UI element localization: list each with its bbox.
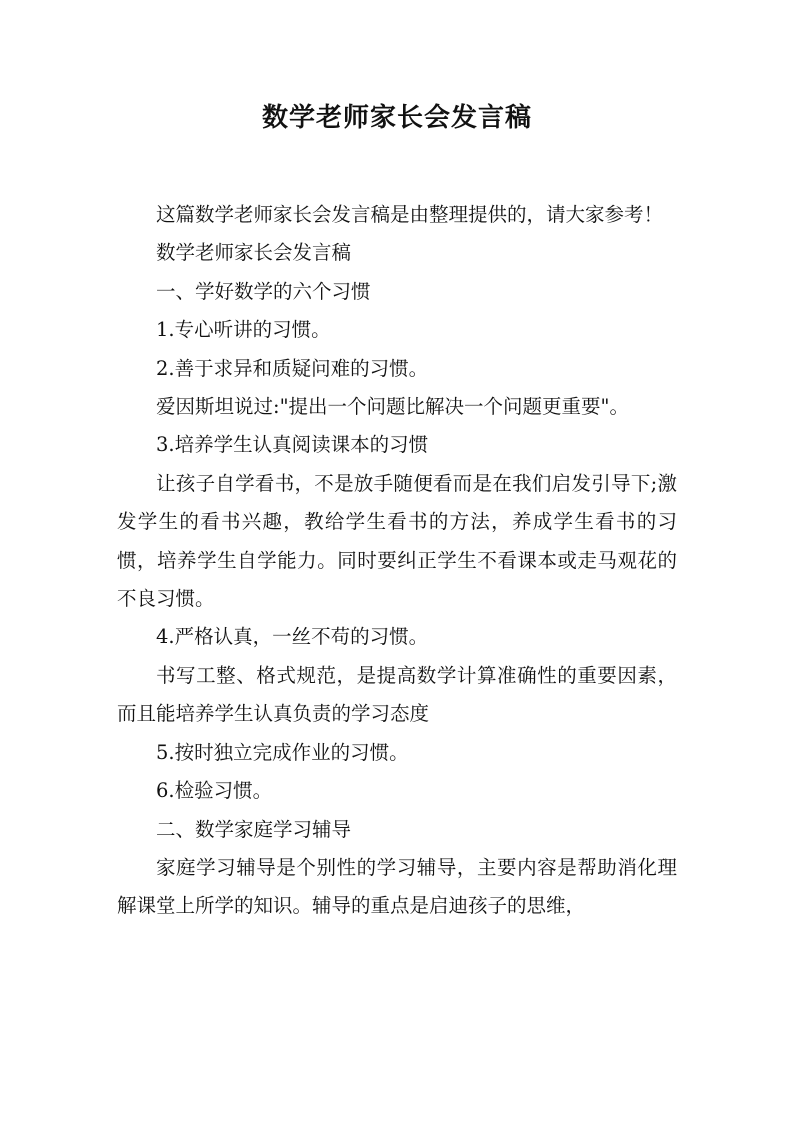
section-heading-home-tutoring: 二、数学家庭学习辅导 [156, 817, 352, 841]
section-heading-habits: 一、学好数学的六个习惯 [156, 279, 371, 303]
habit-item-3: 3.培养学生认真阅读课本的习惯 [156, 433, 429, 457]
habit-item-1: 1.专心听讲的习惯。 [156, 318, 331, 342]
document-title: 数学老师家长会发言稿 [261, 103, 532, 133]
home-tutoring-detail: 家庭学习辅导是个别性的学习辅导，主要内容是帮助消化理解课堂上所学的知识。辅导的重点是启迪孩子的思维， [117, 855, 677, 918]
habit-item-2: 2.善于求异和质疑问难的习惯。 [156, 356, 429, 380]
subtitle-paragraph: 数学老师家长会发言稿 [156, 241, 352, 265]
einstein-quote: 爱因斯坦说过:"提出一个问题比解决一个问题更重要"。 [156, 395, 630, 419]
habit-item-4: 4.严格认真，一丝不苟的习惯。 [156, 625, 429, 649]
intro-paragraph: 这篇数学老师家长会发言稿是由整理提供的，请大家参考！ [156, 203, 664, 226]
habit-item-5: 5.按时独立完成作业的习惯。 [156, 740, 409, 764]
habit-3-detail: 让孩子自学看书，不是放手随便看而是在我们启发引导下;激发学生的看书兴趣，教给学生看书的方法，养成学生看书的习惯，培养学生自学能力。同时要纠正学生不看课本或走马观花的不良习惯。 [117, 471, 677, 611]
document-body [117, 196, 677, 926]
habit-4-detail: 书写工整、格式规范，是提高数学计算准确性的重要因素，而且能培养学生认真负责的学习态度 [117, 663, 677, 726]
habit-item-6: 6.检验习惯。 [156, 779, 273, 803]
